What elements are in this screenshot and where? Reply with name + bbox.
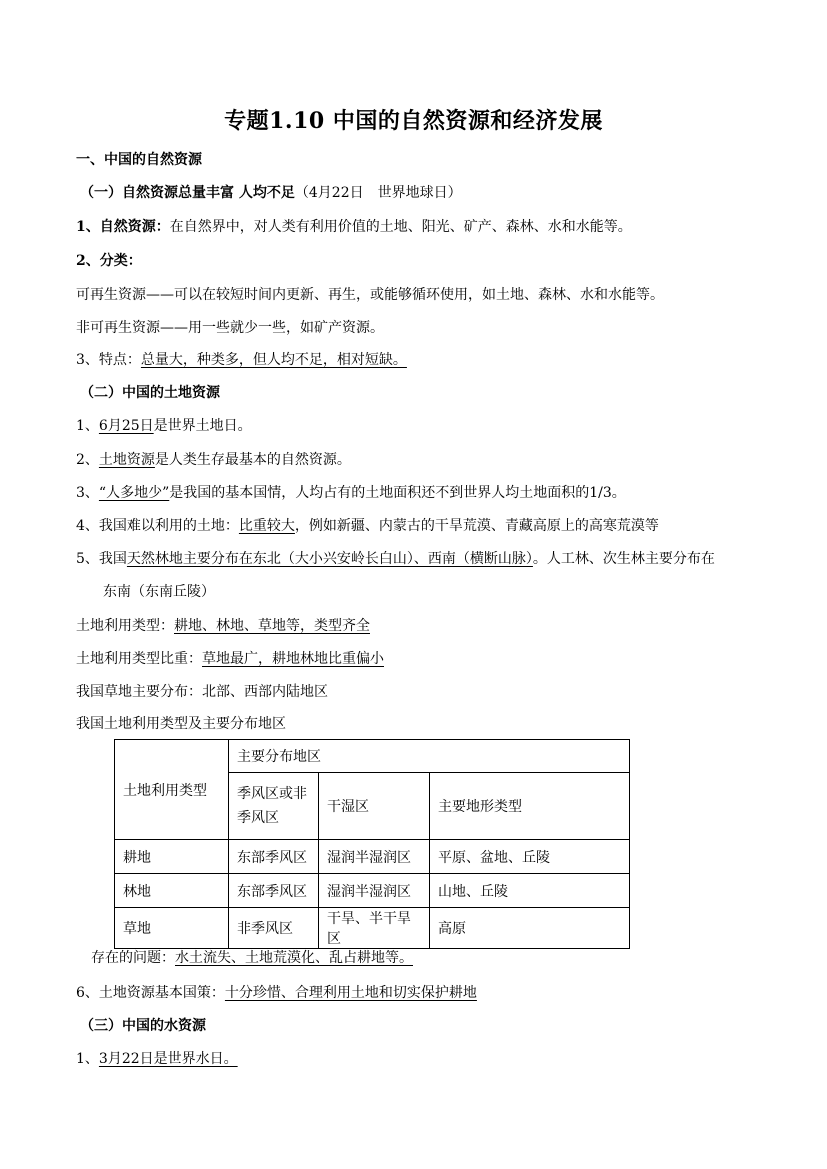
land-item-5-continuation: 东南（东南丘陵） bbox=[103, 584, 215, 600]
paragraph-renewable: 可再生资源——可以在较短时间内更新、再生，或能够循环使用，如土地、森林、水和水能等。 bbox=[76, 287, 664, 303]
land-use-types bbox=[76, 616, 370, 636]
subsection-heading-text: （一）自然资源总量丰富 人均不足 bbox=[80, 185, 295, 201]
table-header-monsoon: 季风区或非季风区 bbox=[229, 773, 319, 840]
item-prefix: 1、 bbox=[76, 418, 99, 434]
section-heading-natural-resources: 一、中国的自然资源 bbox=[76, 152, 202, 168]
subsection-note: （4月22日 世界地球日） bbox=[294, 185, 462, 201]
paragraph-classification-label: 2、分类： bbox=[76, 253, 142, 269]
item-prefix: 5、我国 bbox=[76, 551, 127, 567]
table-header-dry-wet: 干湿区 bbox=[319, 773, 430, 840]
table-cell-terrain: 高原 bbox=[430, 908, 630, 949]
table-caption: 我国土地利用类型及主要分布地区 bbox=[76, 716, 286, 732]
item-prefix: 1、 bbox=[76, 1051, 99, 1067]
table-cell-terrain: 平原、盆地、丘陵 bbox=[430, 840, 630, 874]
land-use-table bbox=[114, 739, 630, 949]
item-underlined: 比重较大 bbox=[238, 518, 295, 534]
item-suffix: 是我国的基本国情，人均占有的土地面积还不到世界人均土地面积的1/3。 bbox=[169, 485, 626, 501]
characteristics-underlined: 总量大，种类多，但人均不足，相对短缺。 bbox=[140, 352, 407, 368]
item-underlined: “人多地少” bbox=[98, 485, 170, 501]
subsection-heading-land: （二）中国的土地资源 bbox=[80, 385, 220, 401]
land-item-4 bbox=[76, 516, 659, 536]
item-underlined: 6月25日 bbox=[98, 418, 154, 434]
item-underlined: 耕地、林地、草地等，类型齐全 bbox=[174, 618, 370, 634]
item-underlined: 土地资源 bbox=[98, 452, 155, 468]
land-problems bbox=[91, 948, 413, 968]
definition-label: 1、自然资源： bbox=[76, 219, 170, 235]
characteristics-prefix: 3、特点： bbox=[76, 352, 141, 368]
page-title: 专题1.10 中国的自然资源和经济发展 bbox=[224, 108, 603, 134]
item-prefix: 土地利用类型： bbox=[76, 618, 174, 634]
table-header-main-distribution: 主要分布地区 bbox=[229, 740, 630, 773]
table-row bbox=[115, 840, 630, 874]
table-cell-monsoon: 东部季风区 bbox=[229, 874, 319, 908]
subsection-heading-water: （三）中国的水资源 bbox=[80, 1018, 206, 1034]
item-suffix: 是人类生存最基本的自然资源。 bbox=[154, 452, 351, 468]
table-header-terrain: 主要地形类型 bbox=[430, 773, 630, 840]
item-prefix: 土地利用类型比重： bbox=[76, 651, 202, 667]
item-underlined: 十分珍惜、合理利用土地和切实保护耕地 bbox=[224, 985, 477, 1001]
table-cell-type: 草地 bbox=[115, 908, 229, 949]
table-row bbox=[115, 874, 630, 908]
item-suffix: 。人工林、次生林主要分布在 bbox=[532, 551, 715, 567]
land-use-ratio bbox=[76, 649, 384, 669]
item-prefix: 2、 bbox=[76, 452, 99, 468]
table-cell-terrain: 山地、丘陵 bbox=[430, 874, 630, 908]
item-suffix: ，例如新疆、内蒙古的干旱荒漠、青藏高原上的高寒荒漠等 bbox=[294, 518, 659, 534]
table-cell-dry-wet: 湿润半湿润区 bbox=[319, 840, 430, 874]
item-underlined: 3月22日是世界水日。 bbox=[98, 1051, 238, 1067]
paragraph-nonrenewable: 非可再生资源——用一些就少一些，如矿产资源。 bbox=[76, 320, 384, 336]
water-item-1 bbox=[76, 1049, 238, 1069]
item-underlined: 水土流失、土地荒漠化、乱占耕地等。 bbox=[175, 950, 413, 966]
table-cell-dry-wet: 干旱、半干旱区 bbox=[319, 908, 430, 949]
item-prefix: 6、土地资源基本国策： bbox=[76, 985, 225, 1001]
table-cell-monsoon: 非季风区 bbox=[229, 908, 319, 949]
land-item-5 bbox=[76, 549, 715, 569]
land-item-2 bbox=[76, 450, 351, 470]
table-cell-dry-wet: 湿润半湿润区 bbox=[319, 874, 430, 908]
item-prefix: 4、我国难以利用的土地： bbox=[76, 518, 239, 534]
subsection-heading-total-resources bbox=[80, 183, 462, 203]
grassland-distribution: 我国草地主要分布：北部、西部内陆地区 bbox=[76, 684, 328, 700]
table-header-type: 土地利用类型 bbox=[115, 740, 229, 840]
paragraph-natural-resources-definition bbox=[76, 217, 632, 237]
table-cell-monsoon: 东部季风区 bbox=[229, 840, 319, 874]
table-row bbox=[115, 908, 630, 949]
item-underlined: 天然林地主要分布在东北（大小兴安岭长白山）、西南（横断山脉） bbox=[126, 551, 533, 567]
land-item-3 bbox=[76, 483, 626, 503]
item-prefix: 3、 bbox=[76, 485, 99, 501]
item-prefix: 存在的问题： bbox=[91, 950, 175, 966]
paragraph-characteristics bbox=[76, 350, 407, 370]
item-underlined: 草地最广，耕地林地比重偏小 bbox=[202, 651, 384, 667]
land-item-1 bbox=[76, 416, 252, 436]
table-cell-type: 耕地 bbox=[115, 840, 229, 874]
table-cell-type: 林地 bbox=[115, 874, 229, 908]
land-policy bbox=[76, 983, 477, 1003]
definition-text: 在自然界中，对人类有利用价值的土地、阳光、矿产、森林、水和水能等。 bbox=[169, 219, 632, 235]
item-suffix: 是世界土地日。 bbox=[153, 418, 252, 434]
